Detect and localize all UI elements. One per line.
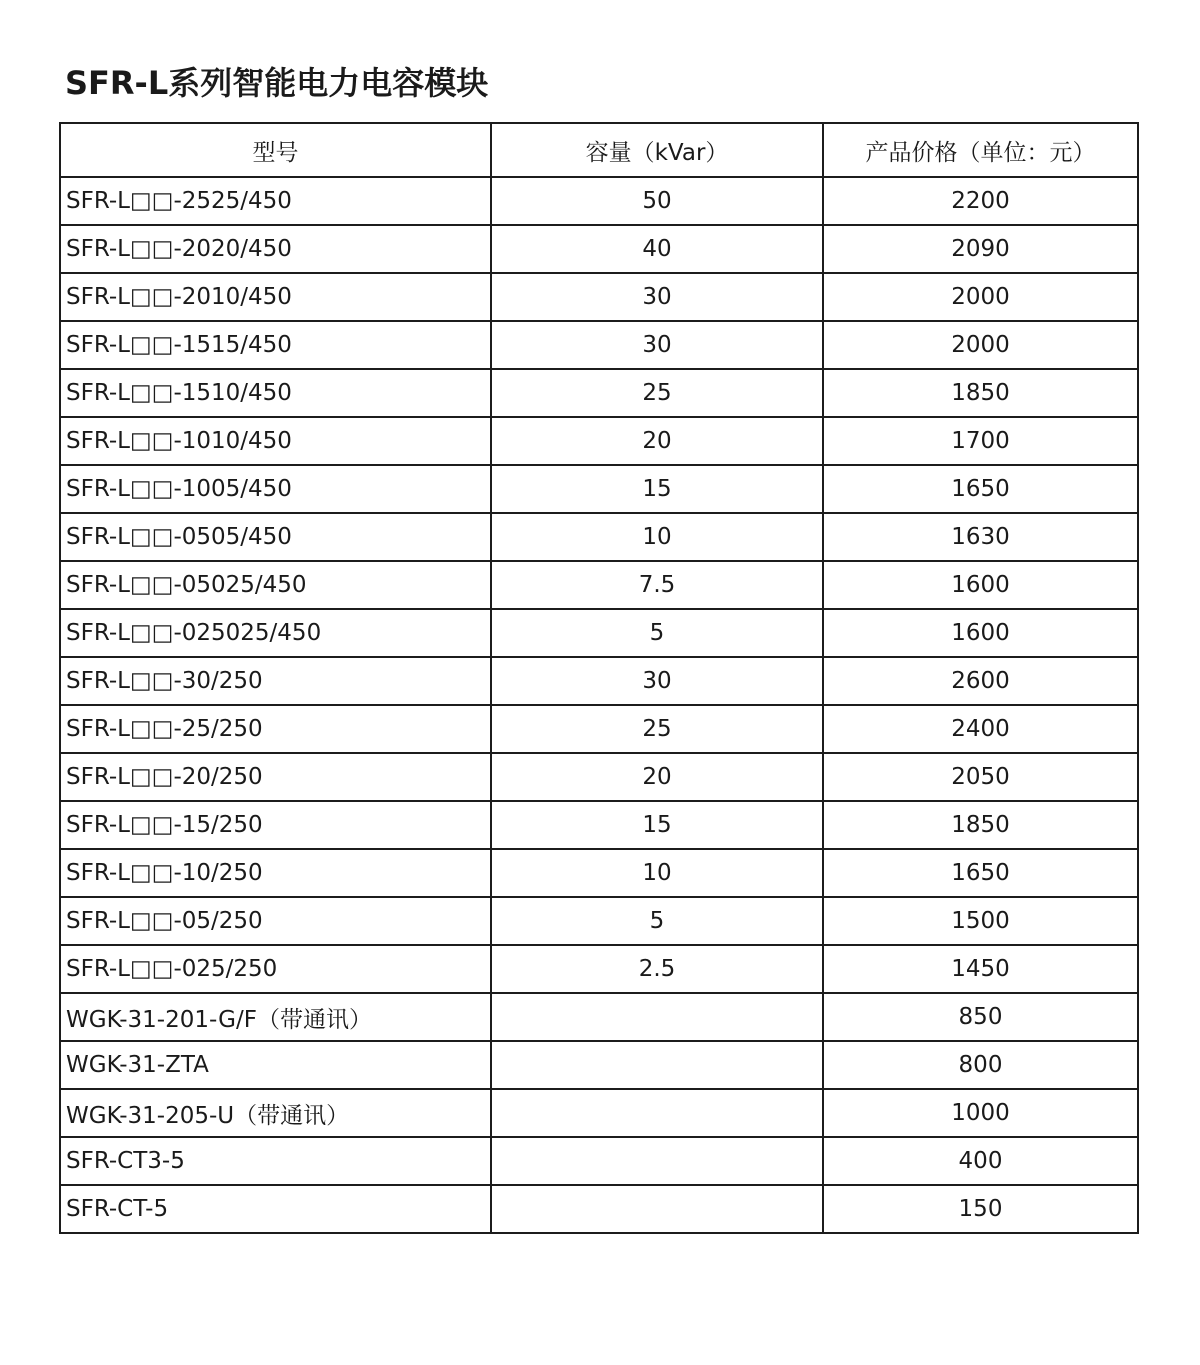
- price-cell: 850: [823, 993, 1138, 1041]
- table-row: [60, 897, 1138, 945]
- price-cell: 1600: [823, 609, 1138, 657]
- table-row: [60, 273, 1138, 321]
- table-row: [60, 561, 1138, 609]
- model-cell: SFR-L□□-20/250: [60, 753, 491, 801]
- model-cell: SFR-CT3-5: [60, 1137, 491, 1185]
- model-cell: SFR-L□□-1510/450: [60, 369, 491, 417]
- capacity-cell: 25: [491, 705, 823, 753]
- capacity-cell: 30: [491, 657, 823, 705]
- capacity-cell: 5: [491, 897, 823, 945]
- model-cell: SFR-L□□-2525/450: [60, 177, 491, 225]
- page-title: SFR-L系列智能电力电容模块: [65, 64, 489, 102]
- column-header-price: 产品价格（单位：元）: [823, 123, 1138, 177]
- capacity-cell: 50: [491, 177, 823, 225]
- table-row: [60, 705, 1138, 753]
- capacity-cell: 20: [491, 417, 823, 465]
- price-cell: 2200: [823, 177, 1138, 225]
- model-cell: SFR-L□□-025/250: [60, 945, 491, 993]
- table-row: [60, 609, 1138, 657]
- model-cell: SFR-L□□-1005/450: [60, 465, 491, 513]
- table-row: [60, 321, 1138, 369]
- table-row: [60, 993, 1138, 1041]
- model-cell: SFR-L□□-2010/450: [60, 273, 491, 321]
- price-cell: 1700: [823, 417, 1138, 465]
- table-row: [60, 417, 1138, 465]
- model-cell: SFR-L□□-10/250: [60, 849, 491, 897]
- product-price-table: [59, 122, 1139, 1234]
- capacity-cell: 15: [491, 801, 823, 849]
- model-cell: SFR-L□□-1010/450: [60, 417, 491, 465]
- table-row: [60, 225, 1138, 273]
- capacity-cell: 10: [491, 849, 823, 897]
- price-cell: 150: [823, 1185, 1138, 1233]
- price-cell: 1500: [823, 897, 1138, 945]
- table-header-row: [60, 123, 1138, 177]
- table-header: [60, 123, 1138, 177]
- table-row: [60, 465, 1138, 513]
- price-cell: 1630: [823, 513, 1138, 561]
- table-body: [60, 177, 1138, 1233]
- capacity-cell: 10: [491, 513, 823, 561]
- model-cell: SFR-CT-5: [60, 1185, 491, 1233]
- price-cell: 2000: [823, 321, 1138, 369]
- price-cell: 2000: [823, 273, 1138, 321]
- table-row: [60, 369, 1138, 417]
- price-cell: 2050: [823, 753, 1138, 801]
- capacity-cell: 5: [491, 609, 823, 657]
- model-cell: SFR-L□□-2020/450: [60, 225, 491, 273]
- price-cell: 1000: [823, 1089, 1138, 1137]
- table-row: [60, 657, 1138, 705]
- table-row: [60, 177, 1138, 225]
- model-cell: WGK-31-205-U（带通讯）: [60, 1089, 491, 1137]
- capacity-cell: 30: [491, 273, 823, 321]
- capacity-cell: [491, 993, 823, 1041]
- model-cell: SFR-L□□-30/250: [60, 657, 491, 705]
- price-cell: 1600: [823, 561, 1138, 609]
- price-cell: 1450: [823, 945, 1138, 993]
- table-row: [60, 945, 1138, 993]
- capacity-cell: [491, 1137, 823, 1185]
- model-cell: WGK-31-ZTA: [60, 1041, 491, 1089]
- model-cell: SFR-L□□-05025/450: [60, 561, 491, 609]
- capacity-cell: 2.5: [491, 945, 823, 993]
- capacity-cell: 20: [491, 753, 823, 801]
- table-row: [60, 1185, 1138, 1233]
- capacity-cell: 30: [491, 321, 823, 369]
- price-cell: 1850: [823, 801, 1138, 849]
- price-cell: 2600: [823, 657, 1138, 705]
- table-row: [60, 753, 1138, 801]
- model-cell: SFR-L□□-25/250: [60, 705, 491, 753]
- table-row: [60, 801, 1138, 849]
- price-cell: 1850: [823, 369, 1138, 417]
- model-cell: WGK-31-201-G/F（带通讯）: [60, 993, 491, 1041]
- price-cell: 1650: [823, 465, 1138, 513]
- price-cell: 1650: [823, 849, 1138, 897]
- table-row: [60, 513, 1138, 561]
- price-cell: 2400: [823, 705, 1138, 753]
- price-cell: 2090: [823, 225, 1138, 273]
- capacity-cell: 15: [491, 465, 823, 513]
- price-cell: 800: [823, 1041, 1138, 1089]
- table-row: [60, 1089, 1138, 1137]
- table-row: [60, 1041, 1138, 1089]
- model-cell: SFR-L□□-1515/450: [60, 321, 491, 369]
- column-header-capacity: 容量（kVar）: [491, 123, 823, 177]
- capacity-cell: 40: [491, 225, 823, 273]
- capacity-cell: 7.5: [491, 561, 823, 609]
- table-row: [60, 849, 1138, 897]
- model-cell: SFR-L□□-15/250: [60, 801, 491, 849]
- table-row: [60, 1137, 1138, 1185]
- capacity-cell: [491, 1041, 823, 1089]
- price-cell: 400: [823, 1137, 1138, 1185]
- capacity-cell: 25: [491, 369, 823, 417]
- model-cell: SFR-L□□-0505/450: [60, 513, 491, 561]
- model-cell: SFR-L□□-05/250: [60, 897, 491, 945]
- model-cell: SFR-L□□-025025/450: [60, 609, 491, 657]
- column-header-model: 型号: [60, 123, 491, 177]
- capacity-cell: [491, 1185, 823, 1233]
- capacity-cell: [491, 1089, 823, 1137]
